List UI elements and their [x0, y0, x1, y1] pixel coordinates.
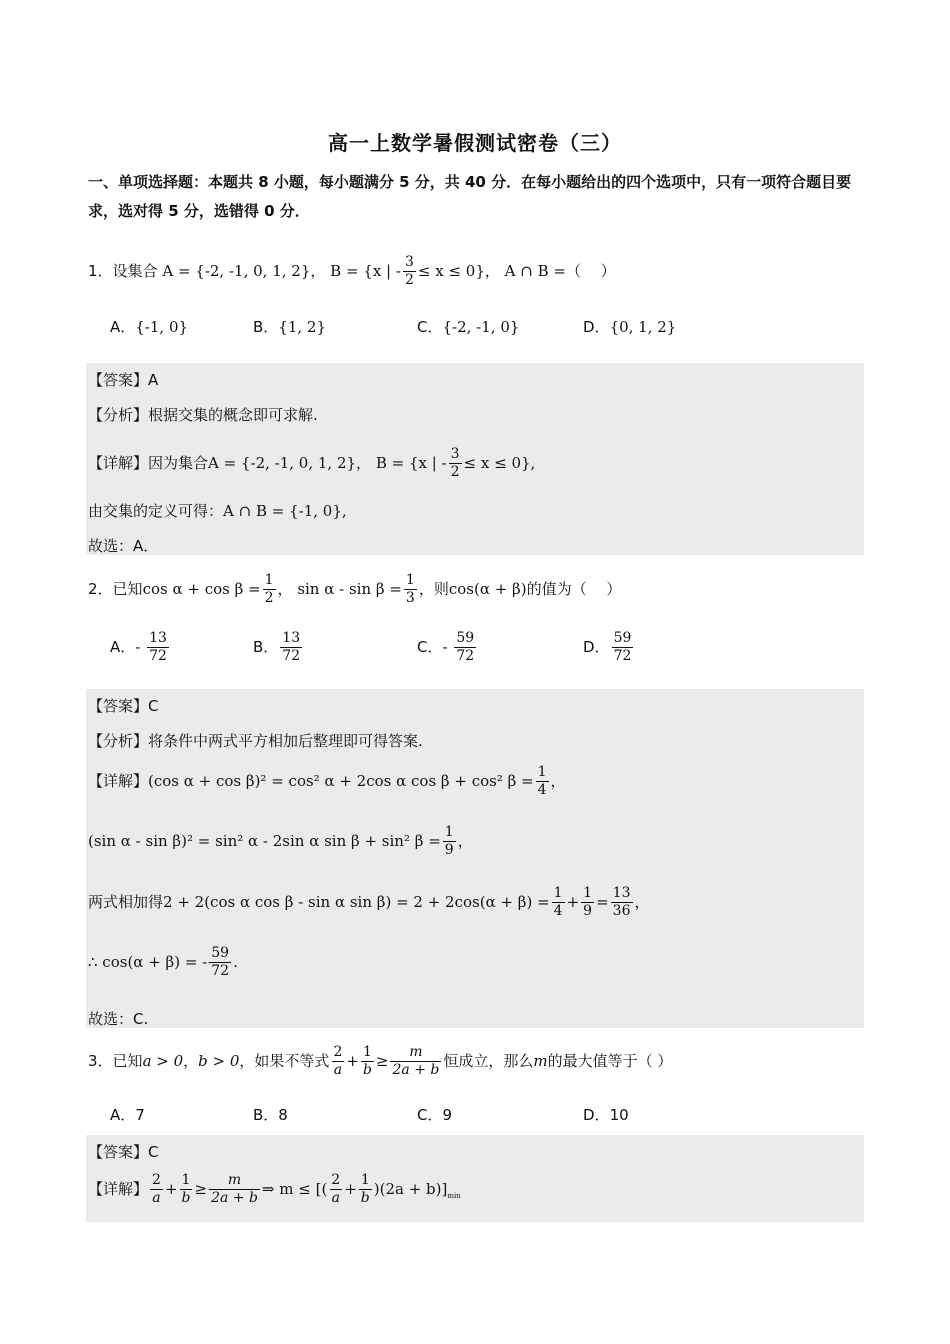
q1-text: 设集合: [112, 262, 158, 280]
q1-ask: A ∩ B =: [504, 262, 566, 280]
q1-analysis: 【分析】根据交集的概念即可求解.: [88, 406, 318, 424]
q2-analysis: 【分析】将条件中两式平方相加后整理即可得答案.: [88, 732, 423, 750]
q1-detail: 【详解】因为集合A = {-2, -1, 0, 1, 2}， B = {x | - $\frac{3}{2}$ ≤ x ≤ 0},: [88, 446, 536, 480]
q1-set-b-post: ≤ x ≤ 0}: [417, 262, 485, 280]
question-1: 1．设集合 A = {-2, -1, 0, 1, 2}， B = {x | - $\frac{3}{2}$ ≤ x ≤ 0}， A ∩ B =（ ）: [88, 254, 616, 288]
question-3: 3．已知a > 0，b > 0，如果不等式 $\frac{2}{a}$ + $\frac{1}{b}$ ≥ $\frac{m}{2a + b}$ 恒成立，那么m的最大值等于（ ）: [88, 1044, 673, 1078]
q2-sum: 两式相加得2 + 2(cos α cos β - sin α sin β) = 2 + 2cos(α + β) = $\frac{1}{4}$ + $\frac{1}{9}$ = $\frac{13}{36}$ ，: [88, 885, 650, 919]
page-title: 高一上数学暑假测试密卷（三）: [328, 131, 622, 155]
q3-option-c[interactable]: C．9: [417, 1106, 453, 1124]
q1-answer: 【答案】A: [88, 371, 159, 389]
section-header: 一、单项选择题：本题共 8 小题，每小题满分 5 分，共 40 分．在每小题给出的四个选项中，只有一项符合题目要求，选对得 5 分，选错得 0 分．: [88, 173, 852, 220]
q2-result: ∴ cos(α + β) = - $\frac{59}{72}$ .: [88, 945, 238, 979]
q1-choose: 故选：A．: [88, 537, 159, 555]
q3-option-d[interactable]: D．10: [583, 1106, 629, 1124]
q1-option-b[interactable]: B．{1, 2}: [253, 318, 327, 336]
q3-option-a[interactable]: A．7: [110, 1106, 145, 1124]
q2-option-d[interactable]: D． $\frac{59}{72}$: [583, 630, 632, 664]
q3-detail: 【详解】 $\frac{2}{a}$ + $\frac{1}{b}$ ≥ $\frac{m}{2a + b}$ ⇒ m ≤ [( $\frac{2}{a}$ + $\frac{1}{b}$ )$(2a + b)]_{min}$: [88, 1172, 461, 1206]
q1-option-c[interactable]: C．{-2, -1, 0}: [417, 318, 520, 336]
q2-choose: 故选：C.: [88, 1010, 149, 1028]
q2-eq1: 【详解】(cos α + cos β)² = cos² α + 2cos α cos β + cos² β = $\frac{1}{4}$ ，: [88, 764, 566, 798]
q2-option-a[interactable]: A．- $\frac{13}{72}$: [110, 630, 167, 664]
q2-answer: 【答案】C: [88, 697, 159, 715]
question-2: 2．已知cos α + cos β = $\frac{1}{2}$ ， sin α - sin β = $\frac{1}{3}$ ，则cos(α + β)的值为（ ）: [88, 572, 622, 606]
q1-option-d[interactable]: D．{0, 1, 2}: [583, 318, 677, 336]
q2-option-c[interactable]: C．- $\frac{59}{72}$: [417, 630, 475, 664]
q3-answer: 【答案】C: [88, 1143, 159, 1161]
q1-option-a[interactable]: A．{-1, 0}: [110, 318, 189, 336]
q1-number: 1．: [88, 262, 113, 280]
q1-set-a: A = {-2, -1, 0, 1, 2}: [162, 262, 311, 280]
q3-option-b[interactable]: B．8: [253, 1106, 288, 1124]
q1-frac: $\frac{3}{2}$: [404, 254, 414, 288]
q1-set-b-pre: B = {x | -: [330, 262, 401, 280]
q2-eq2: (sin α - sin β)² = sin² α - 2sin α sin β + sin² β = $\frac{1}{9}$ ，: [88, 824, 473, 858]
q1-intersection-line: 由交集的定义可得：A ∩ B = {-1, 0},: [88, 502, 347, 520]
q2-option-b[interactable]: B． $\frac{13}{72}$: [253, 630, 301, 664]
q1-paren: （ ）: [565, 262, 616, 280]
